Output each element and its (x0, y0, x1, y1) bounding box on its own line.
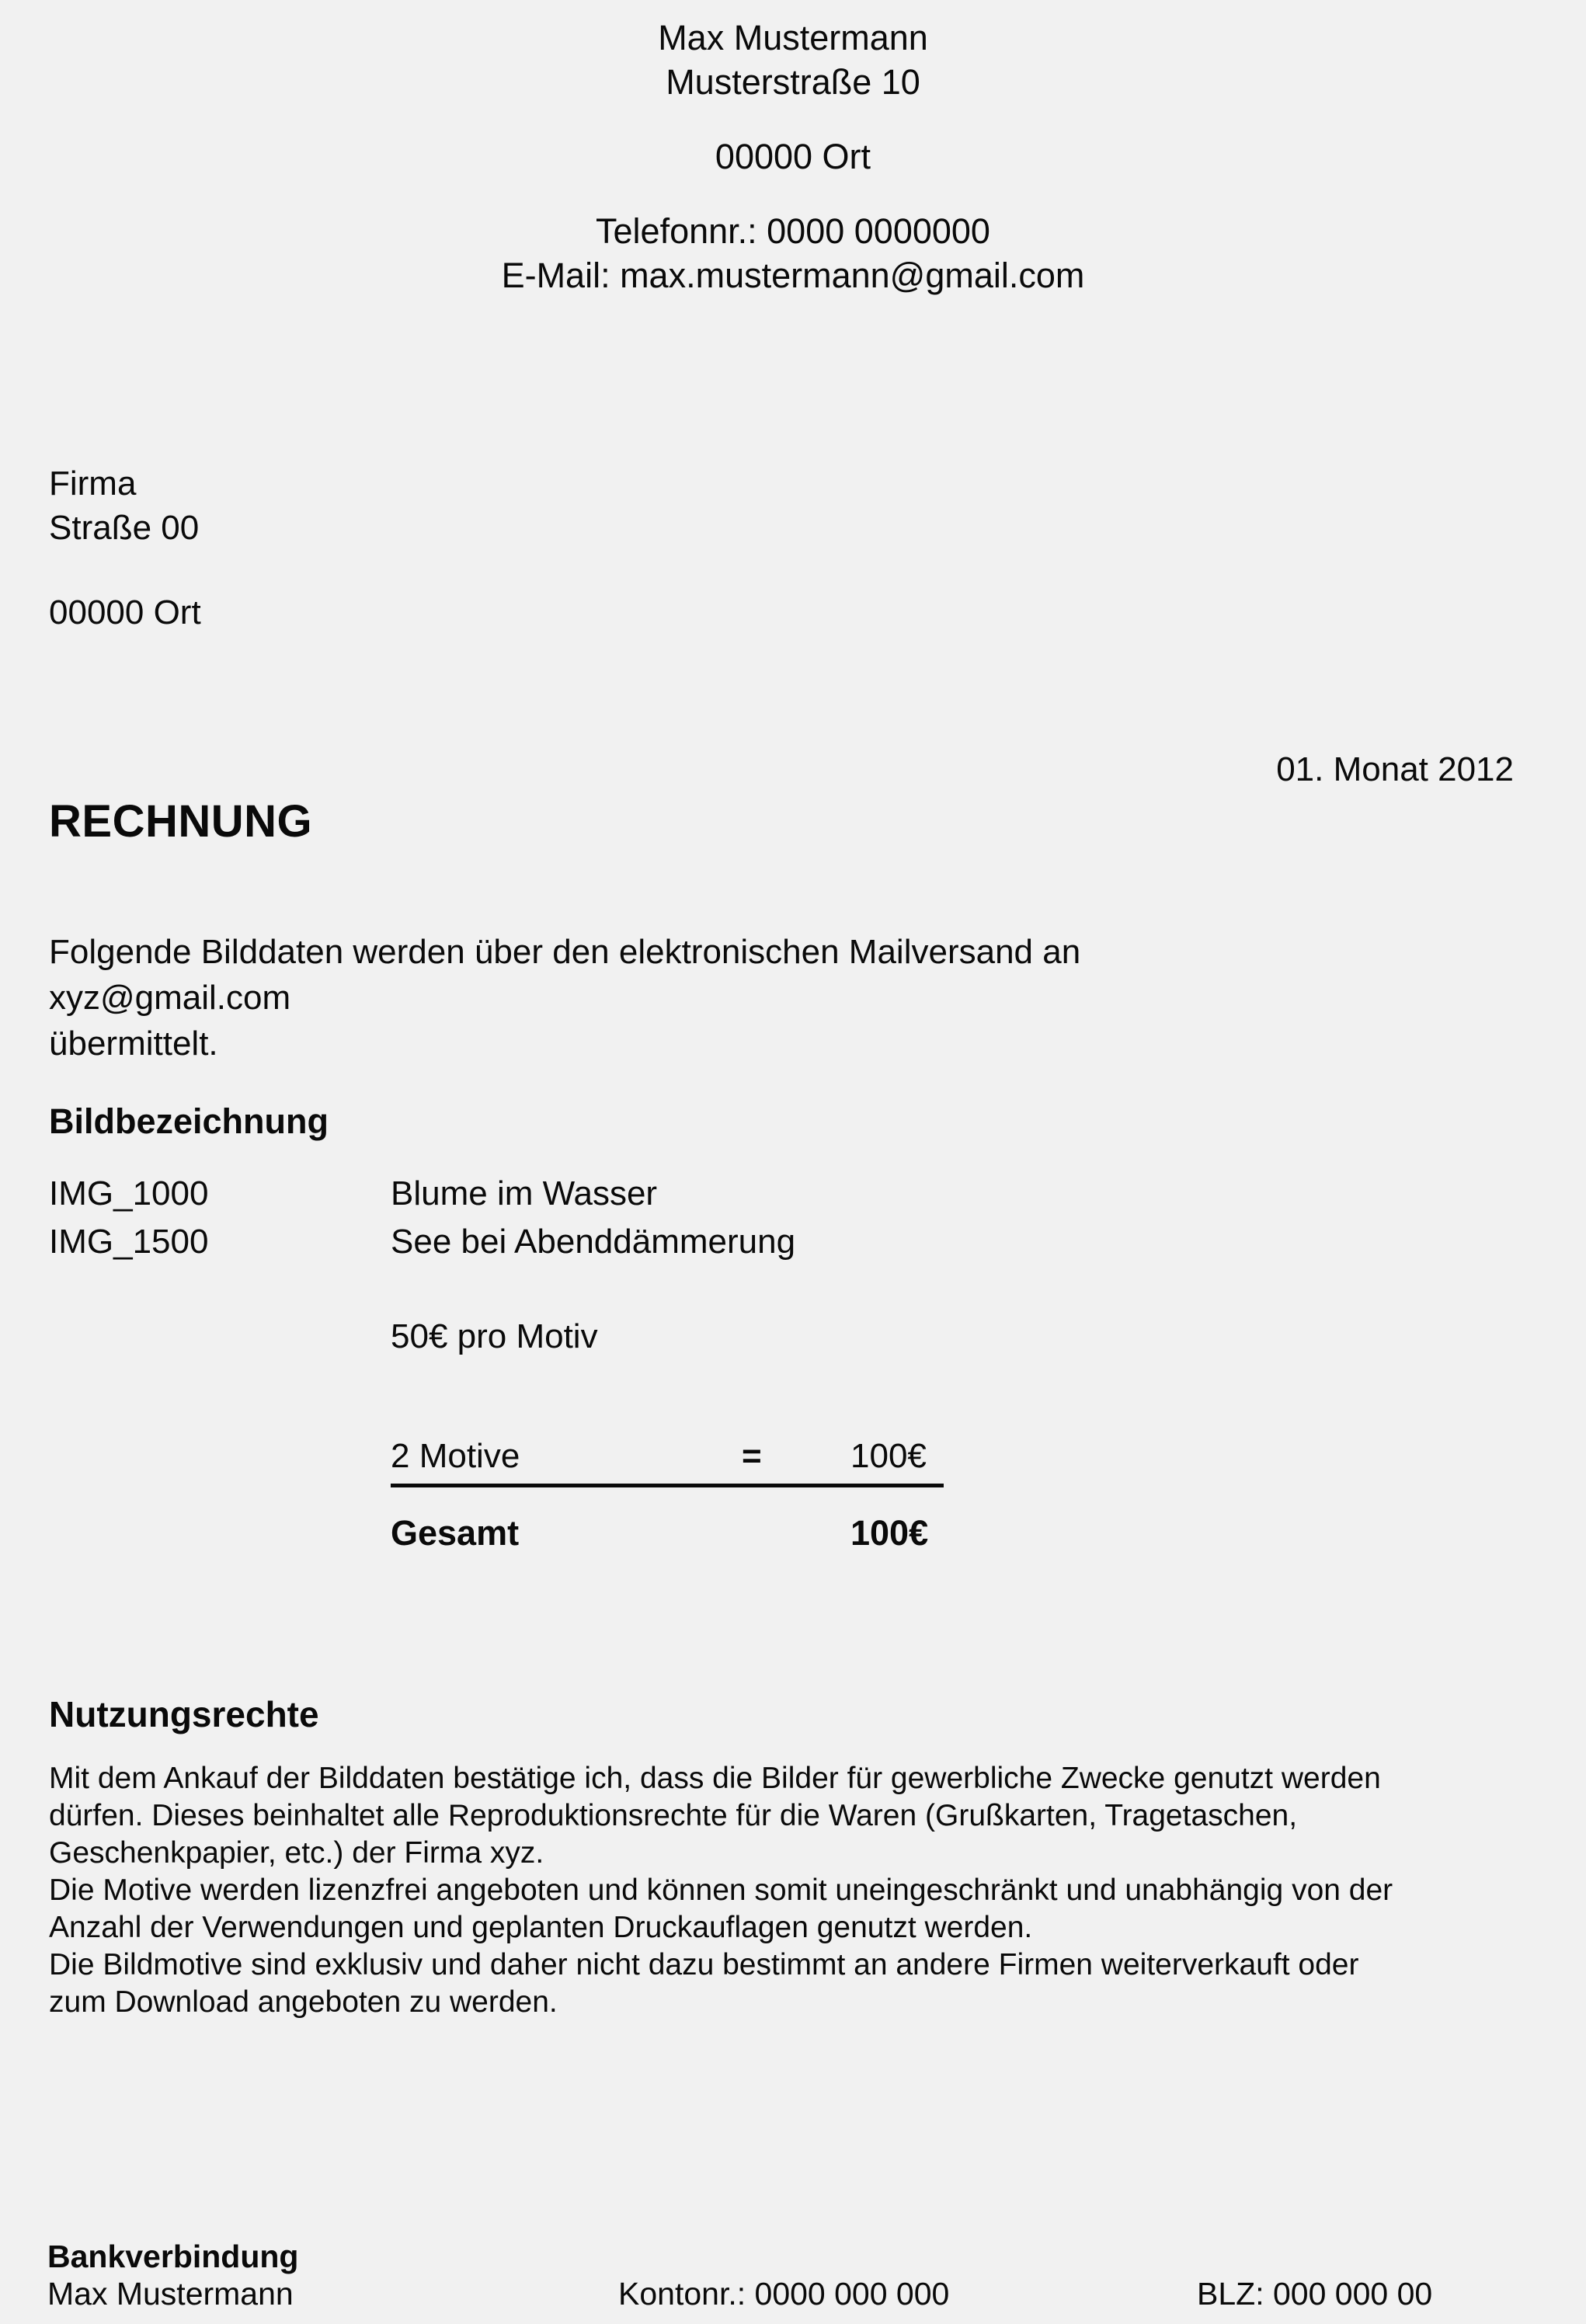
subtotal-amount: 100€ (850, 1437, 927, 1475)
equals-sign: = (742, 1437, 762, 1475)
total-amount: 100€ (850, 1513, 929, 1553)
usage-line: Geschenkpapier, etc.) der Firma xyz. (49, 1836, 544, 1870)
usage-line: Anzahl der Verwendungen und geplanten Druckauflagen genutzt werden. (49, 1911, 1033, 1944)
subtotal-row (391, 1437, 944, 1487)
usage-line: dürfen. Dieses beinhaltet alle Reproduktionsrechte für die Waren (Grußkarten, Tragetaschen, (49, 1799, 1298, 1832)
bank-account-number: Kontonr.: 0000 000 000 (618, 2276, 950, 2312)
total-row (391, 1513, 944, 1557)
spacer (0, 179, 1586, 209)
invoice-title: RECHNUNG (49, 796, 313, 847)
usage-line: Die Bildmotive sind exklusiv und daher nicht dazu bestimmt an andere Firmen weiterverkauft oder (49, 1948, 1359, 1981)
recipient-street: Straße 00 (49, 509, 200, 547)
price-per-item-note: 50€ pro Motiv (391, 1317, 598, 1355)
sender-phone: Telefonnr.: 0000 0000000 (596, 211, 990, 251)
usage-rights-heading: Nutzungsrechte (49, 1694, 319, 1734)
usage-line: zum Download angeboten zu werden. (49, 1985, 558, 2019)
bank-code: BLZ: 000 000 00 (1197, 2276, 1433, 2312)
sender-block (0, 16, 1586, 297)
intro-paragraph (49, 929, 1080, 1066)
bank-heading: Bankverbindung (47, 2239, 299, 2274)
bank-account-holder: Max Mustermann (47, 2276, 294, 2312)
spacer (49, 550, 201, 590)
item-code: IMG_1000 (49, 1174, 209, 1212)
total-label: Gesamt (391, 1513, 520, 1553)
invoice-date: 01. Monat 2012 (1276, 750, 1514, 788)
recipient-company: Firma (49, 464, 137, 503)
items-heading: Bildbezeichnung (49, 1101, 329, 1141)
sender-name: Max Mustermann (658, 18, 928, 57)
usage-line: Mit dem Ankauf der Bilddaten bestätige ich, dass die Bilder für gewerbliche Zwecke genutzt werden (49, 1762, 1381, 1795)
intro-line: xyz@gmail.com (49, 979, 291, 1017)
spacer (0, 104, 1586, 134)
bank-details-row (47, 2276, 1539, 2316)
subtotal-label: 2 Motive (391, 1437, 520, 1475)
sender-city: 00000 Ort (715, 137, 871, 176)
usage-line: Die Motive werden lizenzfrei angeboten und können somit uneingeschränkt und unabhängig von der (49, 1873, 1393, 1907)
item-row (49, 1170, 795, 1218)
items-list (49, 1170, 795, 1266)
intro-line: übermittelt. (49, 1025, 218, 1063)
item-row (49, 1218, 795, 1266)
usage-rights-paragraph (49, 1760, 1525, 2021)
sender-email: E-Mail: max.mustermann@gmail.com (501, 256, 1085, 295)
item-description: Blume im Wasser (391, 1174, 658, 1212)
item-code: IMG_1500 (49, 1223, 209, 1261)
item-description: See bei Abenddämmerung (391, 1223, 796, 1261)
recipient-block (49, 461, 201, 635)
intro-line: Folgende Bilddaten werden über den elektronischen Mailversand an (49, 933, 1081, 971)
sender-street: Musterstraße 10 (666, 62, 920, 102)
recipient-city: 00000 Ort (49, 593, 201, 631)
